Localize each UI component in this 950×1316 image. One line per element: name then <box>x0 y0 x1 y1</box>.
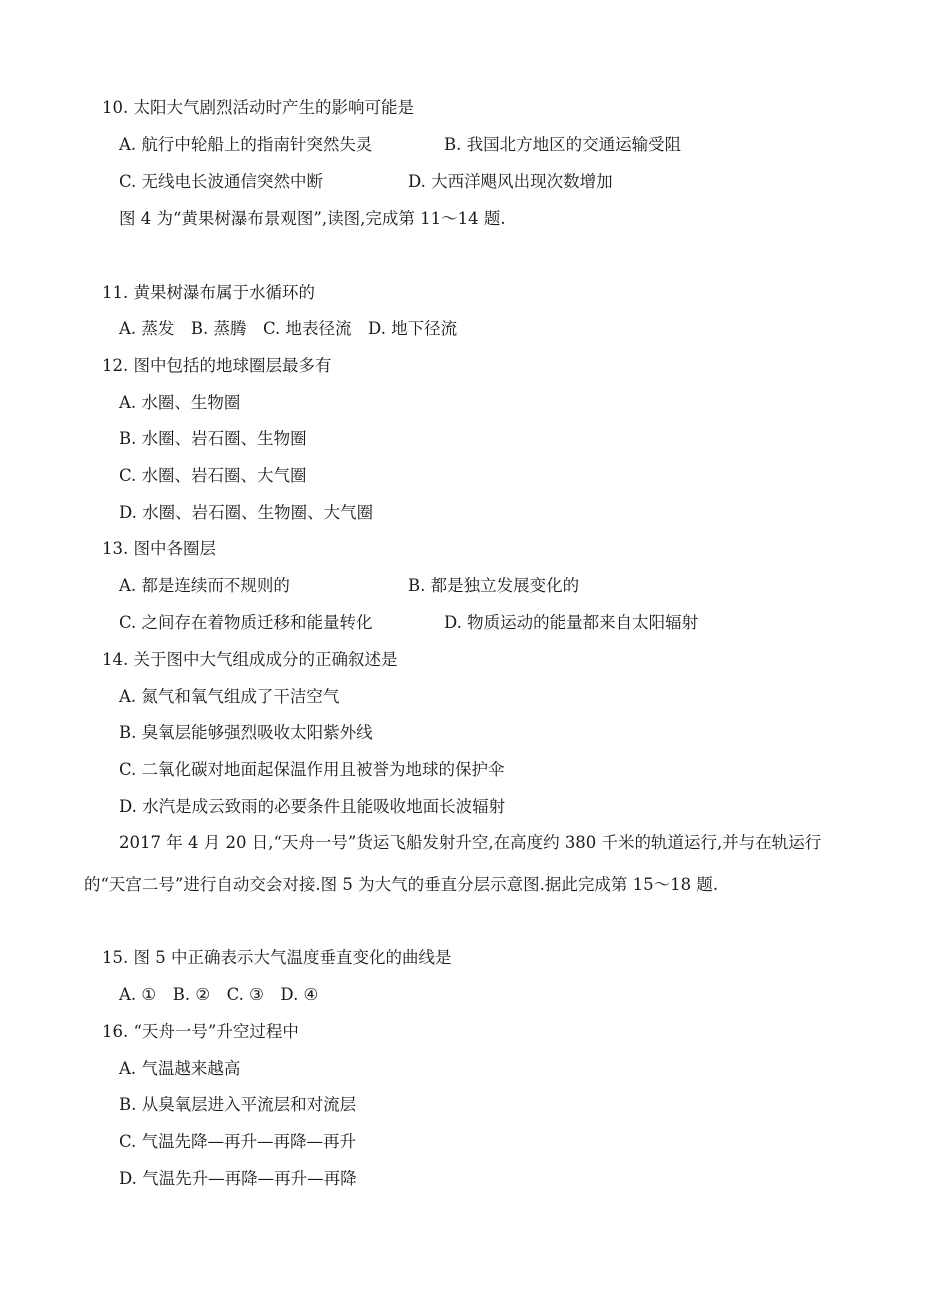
question-12-option-a: A. 水圈、生物圈 <box>119 393 241 412</box>
question-14-option-b: B. 臭氧层能够强烈吸收太阳紫外线 <box>119 723 373 742</box>
question-13-option-c: C. 之间存在着物质迁移和能量转化 <box>119 613 373 632</box>
question-13-option-d: D. 物质运动的能量都来自太阳辐射 <box>444 613 699 632</box>
question-10-option-c: C. 无线电长波通信突然中断 <box>119 172 324 191</box>
question-16-option-b: B. 从臭氧层进入平流层和对流层 <box>119 1095 357 1114</box>
question-13-option-b: B. 都是独立发展变化的 <box>408 576 580 595</box>
question-16-option-d: D. 气温先升—再降—再升—再降 <box>119 1169 357 1188</box>
intro-questions-15-18-line-1: 2017 年 4 月 20 日,“天舟一号”货运飞船发射升空,在高度约 380 千米的轨道运行,并与在轨运行 <box>119 833 822 852</box>
question-13-option-a: A. 都是连续而不规则的 <box>119 576 290 595</box>
question-14-option-c: C. 二氧化碳对地面起保温作用且被誉为地球的保护伞 <box>119 760 505 779</box>
question-11-options: A. 蒸发 B. 蒸腾 C. 地表径流 D. 地下径流 <box>119 319 458 338</box>
question-12-stem: 12. 图中包括的地球圈层最多有 <box>102 356 332 375</box>
question-13-stem: 13. 图中各圈层 <box>102 539 216 558</box>
question-11-stem: 11. 黄果树瀑布属于水循环的 <box>102 283 315 302</box>
question-15-options: A. ① B. ② C. ③ D. ④ <box>119 985 319 1004</box>
question-14-option-d: D. 水汽是成云致雨的必要条件且能吸收地面长波辐射 <box>119 797 506 816</box>
question-14-option-a: A. 氮气和氧气组成了干洁空气 <box>119 687 340 706</box>
question-16-stem: 16. “天舟一号”升空过程中 <box>102 1022 299 1041</box>
question-16-option-c: C. 气温先降—再升—再降—再升 <box>119 1132 357 1151</box>
question-15-stem: 15. 图 5 中正确表示大气温度垂直变化的曲线是 <box>102 948 452 967</box>
question-14-stem: 14. 关于图中大气组成成分的正确叙述是 <box>102 650 398 669</box>
question-10-option-d: D. 大西洋飓风出现次数增加 <box>408 172 613 191</box>
question-12-option-c: C. 水圈、岩石圈、大气圈 <box>119 466 307 485</box>
question-12-option-d: D. 水圈、岩石圈、生物圈、大气圈 <box>119 503 374 522</box>
question-10-stem: 10. 太阳大气剧烈活动时产生的影响可能是 <box>102 98 414 117</box>
question-16-option-a: A. 气温越来越高 <box>119 1059 241 1078</box>
question-12-option-b: B. 水圈、岩石圈、生物圈 <box>119 429 307 448</box>
question-10-option-b: B. 我国北方地区的交通运输受阻 <box>444 135 682 154</box>
intro-questions-11-14: 图 4 为“黄果树瀑布景观图”,读图,完成第 11～14 题. <box>119 209 506 228</box>
question-10-option-a: A. 航行中轮船上的指南针突然失灵 <box>119 135 373 154</box>
intro-questions-15-18-line-2: 的“天宫二号”进行自动交会对接.图 5 为大气的垂直分层示意图.据此完成第 15～18 题. <box>84 875 719 894</box>
